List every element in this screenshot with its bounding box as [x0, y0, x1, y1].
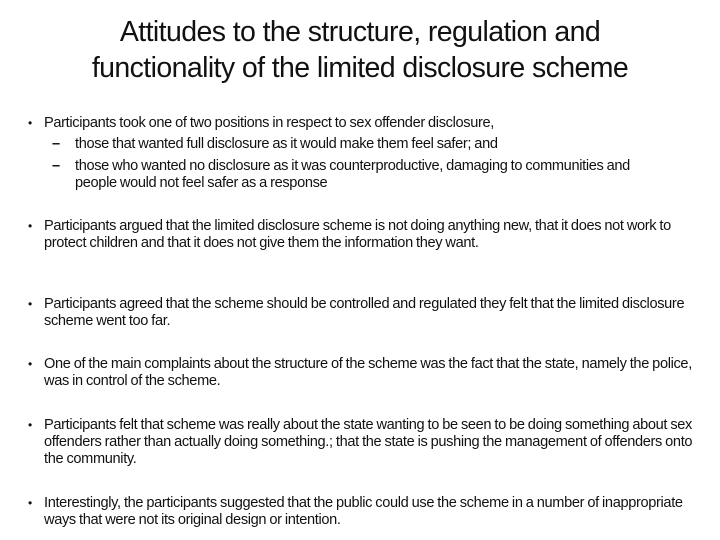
bullet-dot-icon: •: [28, 297, 33, 311]
bullet-text: Participants felt that scheme was really about the state wanting to be seen to be doing something about sex offenders rather than actually doing something.; that the state is pushing the management of offenders onto the community.: [44, 417, 693, 467]
bullet-dot-icon: •: [28, 116, 33, 130]
bullet-text: Participants agreed that the scheme should be controlled and regulated they felt that the limited disclosure scheme went too far.: [44, 296, 685, 329]
bullet-text: Interestingly, the participants suggested that the public could use the scheme in a number of inappropriate ways that were not its original design or intention.: [44, 495, 683, 528]
sub-bullet-text: those that wanted full disclosure as it would make them feel safer; and: [75, 136, 498, 152]
bullet-dot-icon: •: [28, 357, 33, 371]
dash-icon: –: [52, 136, 61, 152]
bullet-text: Participants argued that the limited disclosure scheme is not doing anything new, that it does not work to protect children and that it does not give them the information they want.: [44, 218, 671, 251]
dash-icon: –: [52, 158, 61, 174]
sub-bullet-text: those who wanted no disclosure as it was counterproductive, damaging to communities and people would not feel safer as a response: [75, 158, 630, 191]
bullet-text: Participants took one of two positions in respect to sex offender disclosure,: [44, 115, 494, 131]
title-line-1: Attitudes to the structure, regulation and: [119, 16, 601, 48]
bullet-dot-icon: •: [28, 219, 33, 233]
bullet-dot-icon: •: [28, 418, 33, 432]
bullet-dot-icon: •: [28, 496, 33, 510]
bullet-text: One of the main complaints about the structure of the scheme was the fact that the state, namely the police, was in control of the scheme.: [44, 356, 692, 389]
title-line-2: functionality of the limited disclosure scheme: [91, 52, 629, 84]
slide-title: [0, 14, 720, 86]
